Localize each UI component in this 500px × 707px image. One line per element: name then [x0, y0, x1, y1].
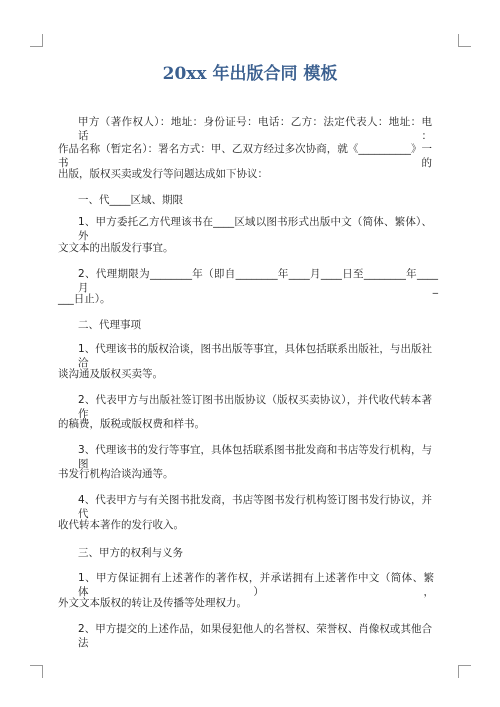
- section-heading: 三、甲方的权利与义务: [78, 547, 183, 559]
- text-line: 3、代理该书的发行等事宜，具体包括联系图书批发商和书店等发行机构，与图: [78, 444, 432, 470]
- document-title: 20xx 年出版合同 模板: [162, 64, 338, 84]
- text-line: 收代转本著作的发行收入。: [58, 519, 184, 531]
- text-line: ___日止）。: [58, 293, 111, 305]
- crop-mark-bottom-left: [30, 665, 43, 678]
- section-heading: 一、代____区域、期限: [78, 194, 183, 206]
- crop-mark-bottom-right: [458, 665, 471, 678]
- text-line: 甲方（著作权人）：地址：身份证号：电话：乙方：法定代表人：地址：电话：: [78, 116, 432, 142]
- crop-mark-top-right: [458, 34, 471, 47]
- text-line: 2、甲方提交的上述作品，如果侵犯他人的名誉权、荣誉权、肖像权或其他合法: [78, 623, 432, 649]
- text-line: 1、代理该书的版权洽谈，图书出版等事宜，具体包括联系出版社，与出版社洽: [78, 343, 432, 369]
- text-line: 1、甲方委托乙方代理该书在____区域以图书形式出版中文（简体、繁体）、外: [78, 216, 432, 242]
- text-line: 作品名称（暂定名）：署名方式：甲、乙双方经过多次协商，就《__________》一书的: [58, 143, 432, 169]
- section-heading: 二、代理事项: [78, 319, 141, 331]
- text-line: 出版，版权买卖或发行等问题达成如下协议：: [58, 168, 268, 180]
- text-line: 2、代理期限为________年（即自________年____月____日至________年____月_: [78, 268, 438, 294]
- text-line: 2、代表甲方与出版社签订图书出版协议（版权买卖协议），并代收代转本著作: [78, 394, 432, 420]
- text-line: 的稿费，版税或版权费和样书。: [58, 418, 205, 430]
- text-line: 谈沟通及版权买卖等。: [58, 368, 163, 380]
- crop-mark-top-left: [30, 34, 43, 47]
- text-line: 书发行机构洽谈沟通等。: [58, 468, 174, 480]
- text-line: 文文本的出版发行事宜。: [58, 242, 174, 254]
- text-line: 外文文本版权的转让及传播等处理权力。: [58, 597, 247, 609]
- text-line: 1、甲方保证拥有上述著作的著作权，并承诺拥有上述著作中文（简体、繁体），: [78, 572, 434, 598]
- text-line: 4、代表甲方与有关图书批发商，书店等图书发行机构签订图书发行协议，并代: [78, 494, 432, 520]
